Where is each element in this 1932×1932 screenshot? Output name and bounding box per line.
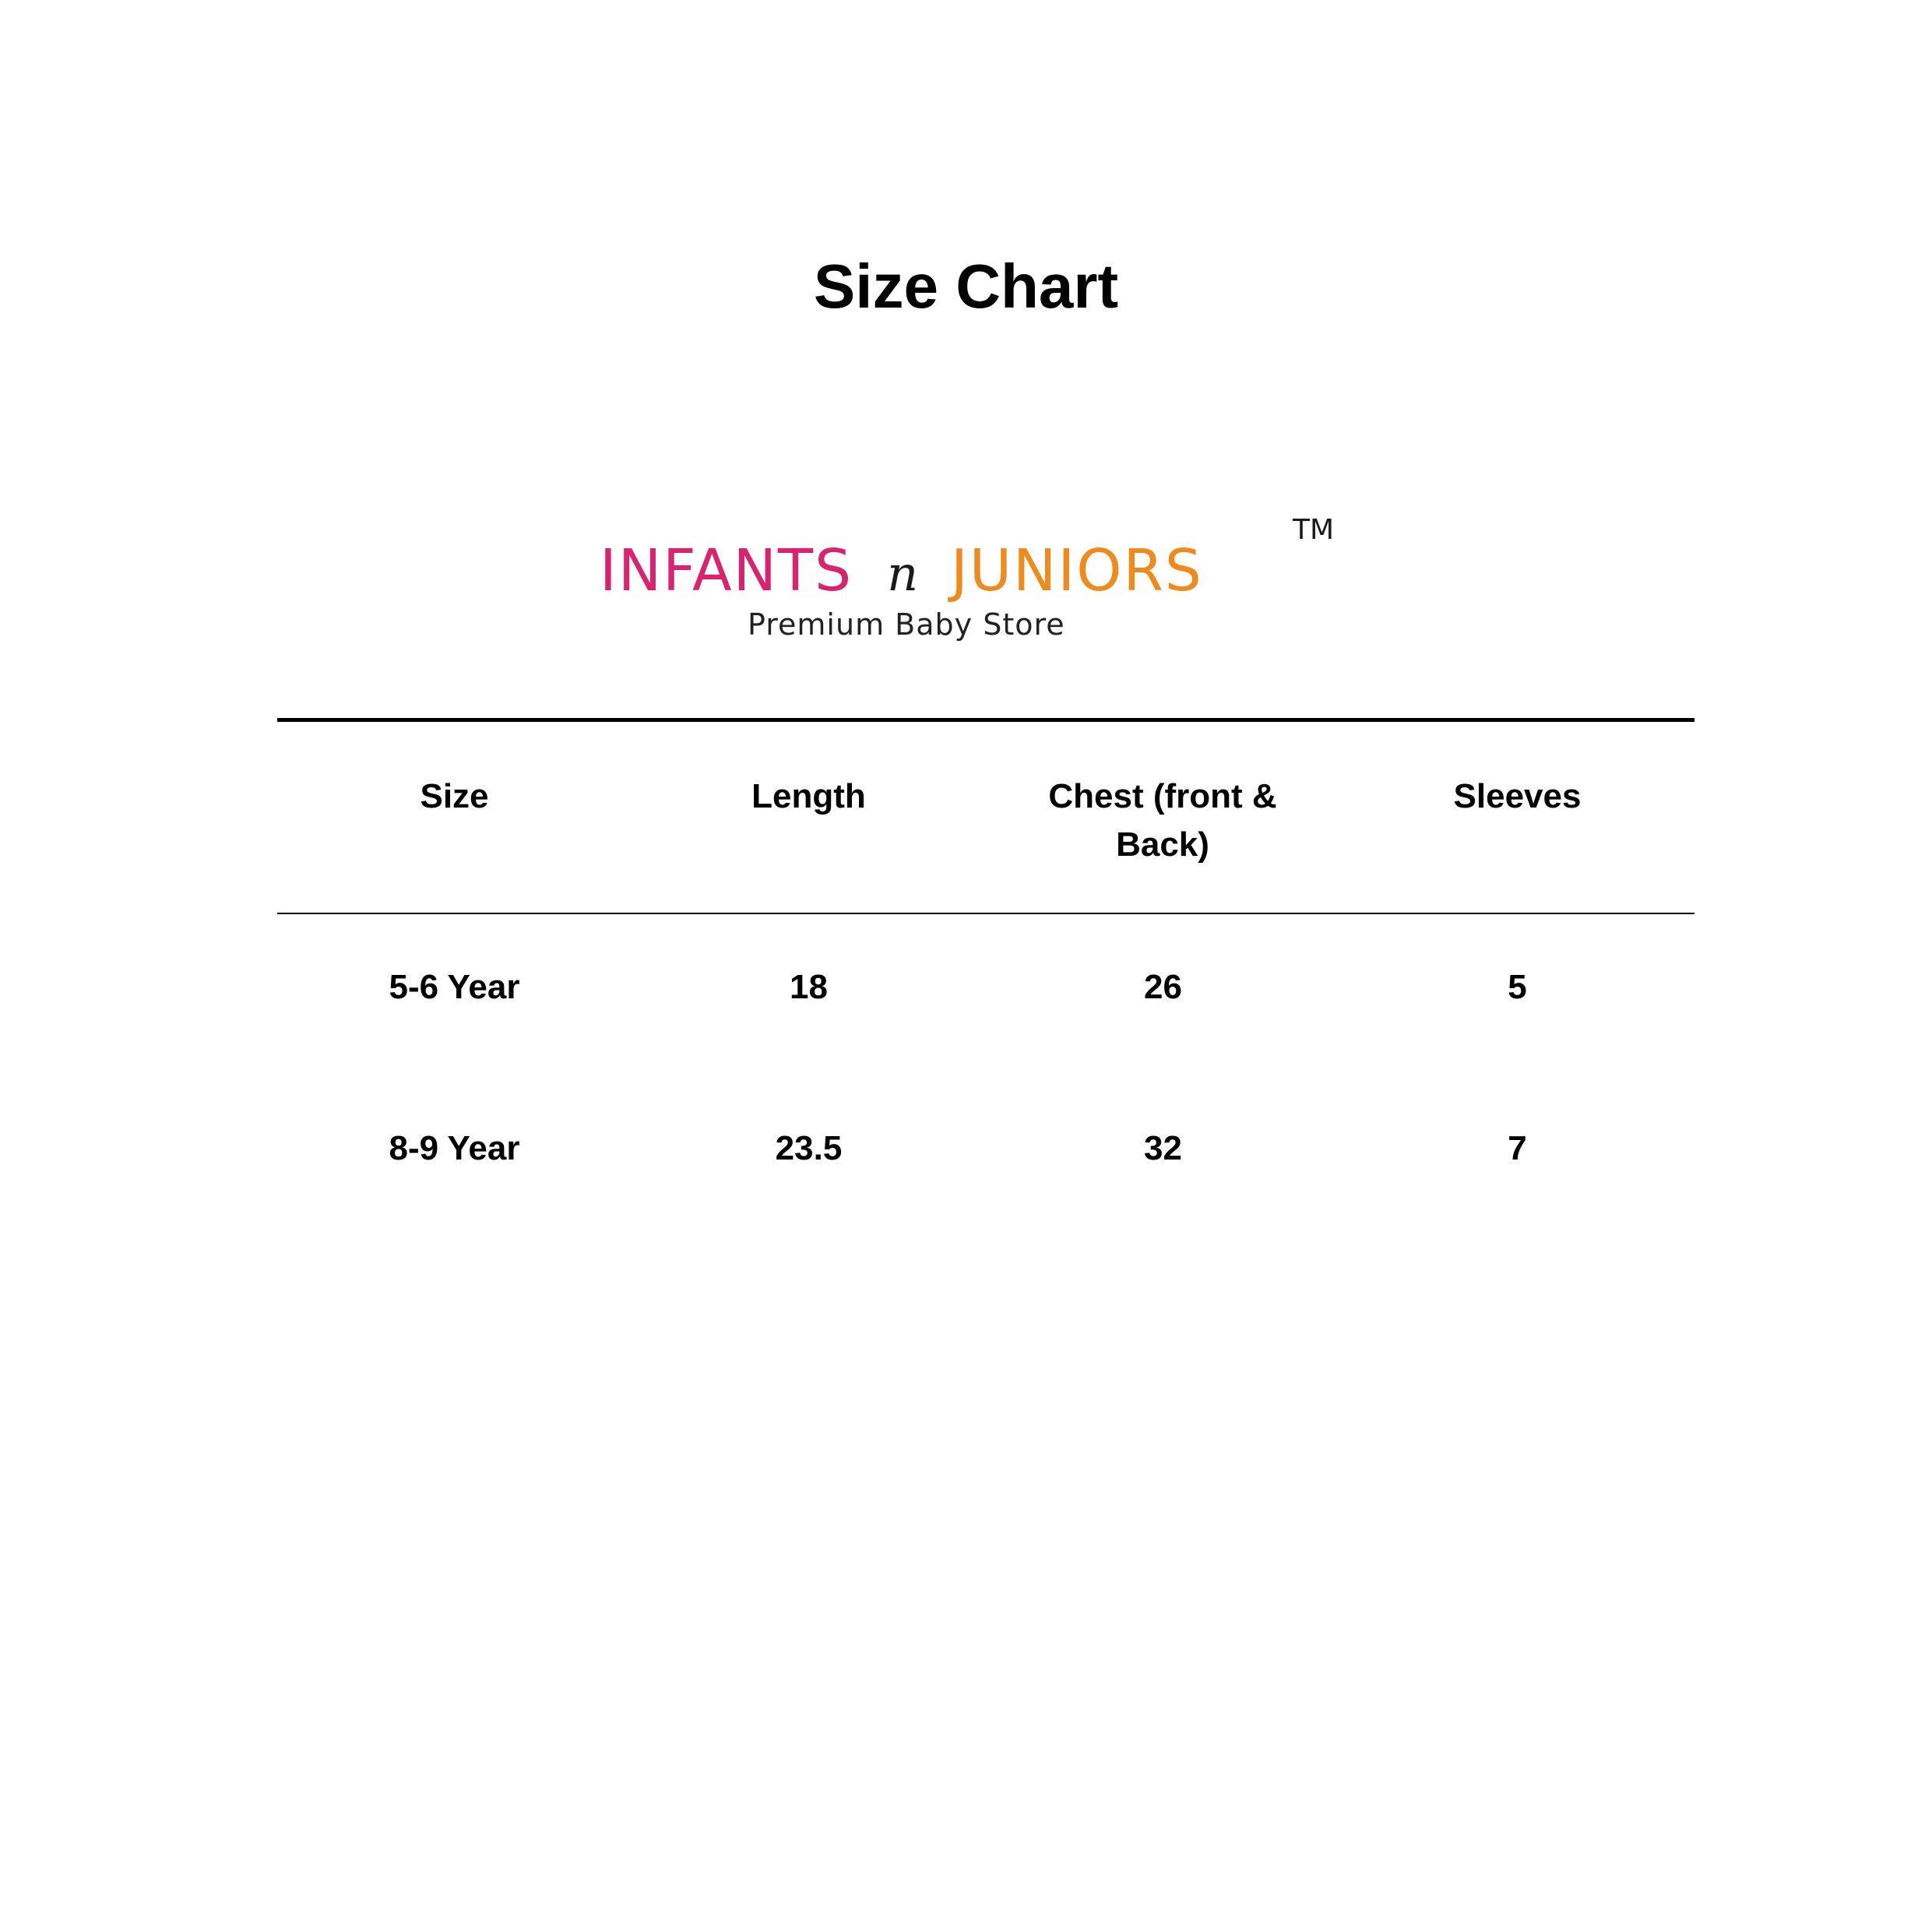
cell-size: 5-6 Year: [389, 968, 520, 1006]
cell-sleeves: 7: [1508, 1129, 1527, 1167]
cell-length: 18: [790, 968, 828, 1006]
cell-chest: 26: [1144, 968, 1182, 1006]
cell-chest: 32: [1144, 1129, 1182, 1167]
logo-word-juniors: JUNIORS: [951, 537, 1203, 604]
header-chest: Chest (front & Back): [1048, 777, 1277, 864]
header-divider-rule: [277, 913, 1694, 914]
cell-sleeves: 5: [1508, 968, 1527, 1006]
header-length: Length: [751, 777, 866, 815]
logo-tagline: Premium Baby Store: [748, 607, 1065, 642]
cell-length: 23.5: [775, 1129, 843, 1167]
cell-size: 8-9 Year: [389, 1129, 520, 1167]
logo-wordmark: [600, 536, 1203, 609]
header-sleeves: Sleeves: [1453, 777, 1582, 815]
brand-logo: [592, 514, 1355, 646]
table-top-rule: [277, 718, 1694, 722]
page-title: Size Chart: [813, 252, 1119, 321]
logo-connector: n: [887, 545, 920, 602]
logo-word-infants: INFANTS: [600, 537, 853, 604]
logo-trademark: TM: [1293, 514, 1335, 546]
header-size: Size: [420, 777, 489, 815]
